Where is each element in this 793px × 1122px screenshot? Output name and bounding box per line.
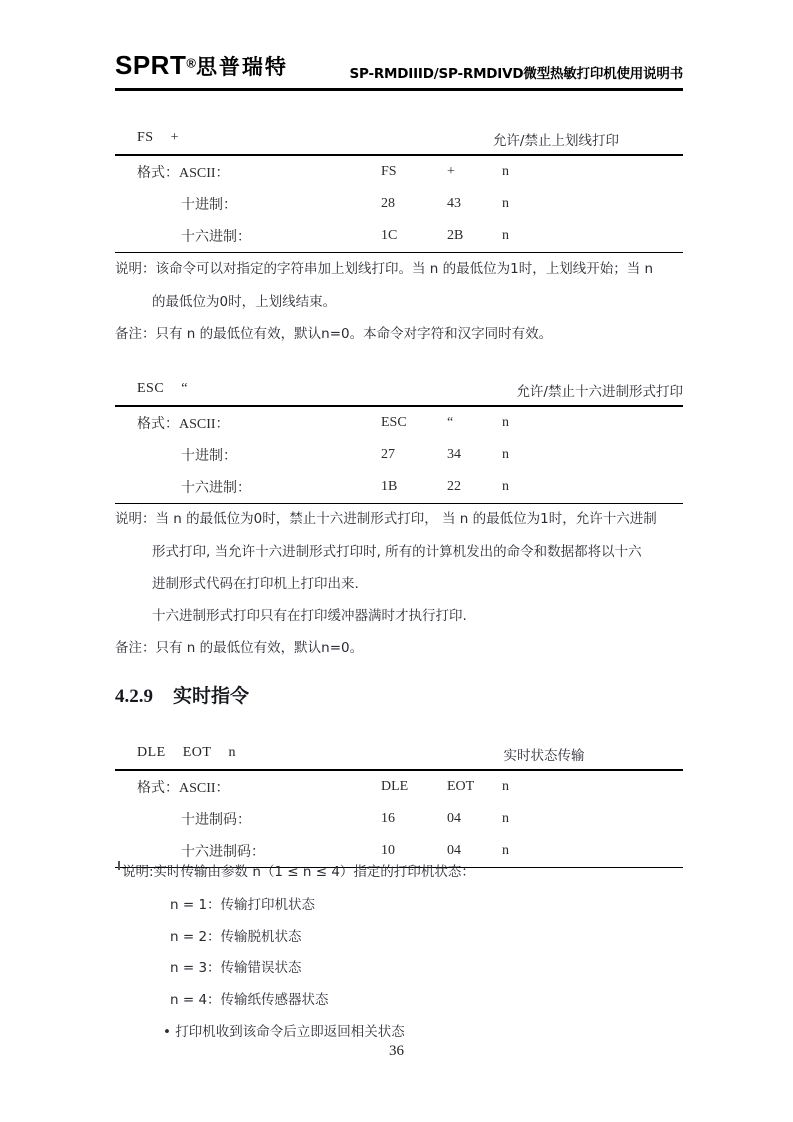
section-heading [115, 681, 249, 708]
row-spacer [562, 471, 683, 503]
row-value-a: 10 [381, 842, 395, 858]
row-label: 十六进制码： [181, 844, 265, 860]
command-name-part2: EOT [182, 745, 212, 760]
row-value-b: 34 [447, 446, 461, 462]
table-row [115, 471, 683, 503]
row-value-a: 16 [381, 810, 395, 826]
row-spacer [562, 220, 683, 252]
command-name [137, 381, 188, 397]
header-document-title: SP-RMDIIID/SP-RMDIVD微型热敏打印机使用说明书 [349, 66, 683, 82]
command-function-label: 允许/禁止上划线打印 [492, 133, 619, 149]
row-value-c: n [502, 195, 509, 211]
table-row [115, 188, 683, 220]
command-function-label: 实时状态传输 [503, 748, 585, 764]
command-block-dle-eot [115, 743, 683, 868]
note-line: 说明：该命令可以对指定的字符串加上划线打印。当 n 的最低位为1时，上划线开始；当 n [115, 261, 654, 277]
row-value-c: n [502, 446, 509, 462]
note-line: 说明:实时传输由参数 n（1 ≤ n ≤ 4）指定的打印机状态： [122, 864, 475, 880]
command-name-part1: FS [137, 130, 154, 145]
command-name [137, 130, 179, 146]
row-value-a: FS [381, 163, 397, 179]
table-row [115, 835, 683, 867]
logo-chinese-name: 思普瑞特 [195, 55, 288, 79]
stray-mark-icon [118, 861, 120, 870]
row-value-b: 22 [447, 478, 461, 494]
command-block-esc-quote [115, 379, 683, 504]
row-label: 格式：ASCII： [137, 416, 230, 432]
command-title-row [115, 128, 683, 154]
command-name-part1: ESC [137, 381, 165, 396]
table-row [115, 439, 683, 471]
row-value-c: n [502, 227, 509, 243]
row-spacer [562, 803, 683, 835]
row-value-c: n [502, 478, 509, 494]
table-row [115, 407, 683, 439]
row-spacer [562, 439, 683, 471]
row-label: 十进制： [181, 448, 237, 464]
row-value-b: EOT [447, 778, 475, 794]
note-line: 说明：当 n 的最低位为0时，禁止十六进制形式打印， 当 n 的最低位为1时，允许十六进制 [115, 511, 657, 527]
note-line: n = 2：传输脱机状态 [170, 929, 302, 945]
command-format-table [115, 156, 683, 252]
row-spacer [562, 188, 683, 220]
header-divider [115, 88, 683, 91]
command-block-fs-plus [115, 128, 683, 253]
section-number: 4.2.9 [115, 686, 153, 707]
note-line: n = 3：传输错误状态 [170, 960, 302, 976]
row-value-a: ESC [381, 414, 407, 430]
page-number: 36 [389, 1043, 404, 1059]
row-label: 十六进制： [181, 480, 251, 496]
page-header [115, 52, 683, 88]
row-value-a: DLE [381, 778, 409, 794]
row-spacer [562, 407, 683, 439]
command-format-table [115, 771, 683, 867]
row-label: 格式：ASCII： [137, 780, 230, 796]
note-line: 十六进制形式打印只有在打印缓冲器满时才执行打印. [152, 608, 467, 624]
command-title-row [115, 379, 683, 405]
row-label: 十进制： [181, 197, 237, 213]
note-line: 的最低位为0时，上划线结束。 [152, 294, 337, 310]
logo-wordmark: SPRT [115, 50, 187, 80]
row-value-c: n [502, 163, 509, 179]
table-row [115, 803, 683, 835]
note-line: n = 4：传输纸传感器状态 [170, 992, 329, 1008]
table-bottom-rule [115, 252, 683, 254]
row-value-a: 27 [381, 446, 395, 462]
row-value-c: n [502, 778, 509, 794]
sprt-logo [115, 52, 288, 78]
row-value-c: n [502, 414, 509, 430]
row-value-b: “ [447, 414, 454, 430]
command-name-part3: n [228, 745, 236, 760]
command-format-table [115, 407, 683, 503]
table-row [115, 220, 683, 252]
row-spacer [562, 835, 683, 867]
row-value-a: 1B [381, 478, 398, 494]
row-value-c: n [502, 810, 509, 826]
row-spacer [562, 156, 683, 188]
row-label: 格式：ASCII： [137, 165, 230, 181]
note-bullet-line: • 打印机收到该命令后立即返回相关状态 [163, 1024, 405, 1040]
row-value-b: 04 [447, 842, 461, 858]
table-bottom-rule [115, 503, 683, 505]
row-label: 十进制码： [181, 812, 251, 828]
section-title: 实时指令 [173, 685, 250, 707]
registered-trademark-icon: ® [186, 55, 196, 71]
note-line: 进制形式代码在打印机上打印出来. [152, 576, 359, 592]
row-value-b: 2B [447, 227, 464, 243]
row-value-b: + [447, 163, 455, 179]
row-label: 十六进制： [181, 229, 251, 245]
note-line: 备注：只有 n 的最低位有效，默认n=0。 [115, 640, 364, 656]
command-name-part2: + [170, 130, 179, 145]
row-value-c: n [502, 842, 509, 858]
table-row [115, 771, 683, 803]
note-line: n = 1：传输打印机状态 [170, 897, 316, 913]
table-row [115, 156, 683, 188]
command-title-row [115, 743, 683, 769]
note-line: 备注：只有 n 的最低位有效，默认n=0。本命令对字符和汉字同时有效。 [115, 326, 553, 342]
row-value-b: 04 [447, 810, 461, 826]
command-function-label: 允许/禁止十六进制形式打印 [516, 384, 683, 400]
command-name-part2: “ [181, 381, 188, 396]
row-value-b: 43 [447, 195, 461, 211]
row-spacer [562, 771, 683, 803]
note-line: 形式打印, 当允许十六进制形式打印时, 所有的计算机发出的命令和数据都将以十六 [152, 544, 642, 560]
row-value-a: 28 [381, 195, 395, 211]
command-name-part1: DLE [137, 745, 166, 760]
row-value-a: 1C [381, 227, 398, 243]
